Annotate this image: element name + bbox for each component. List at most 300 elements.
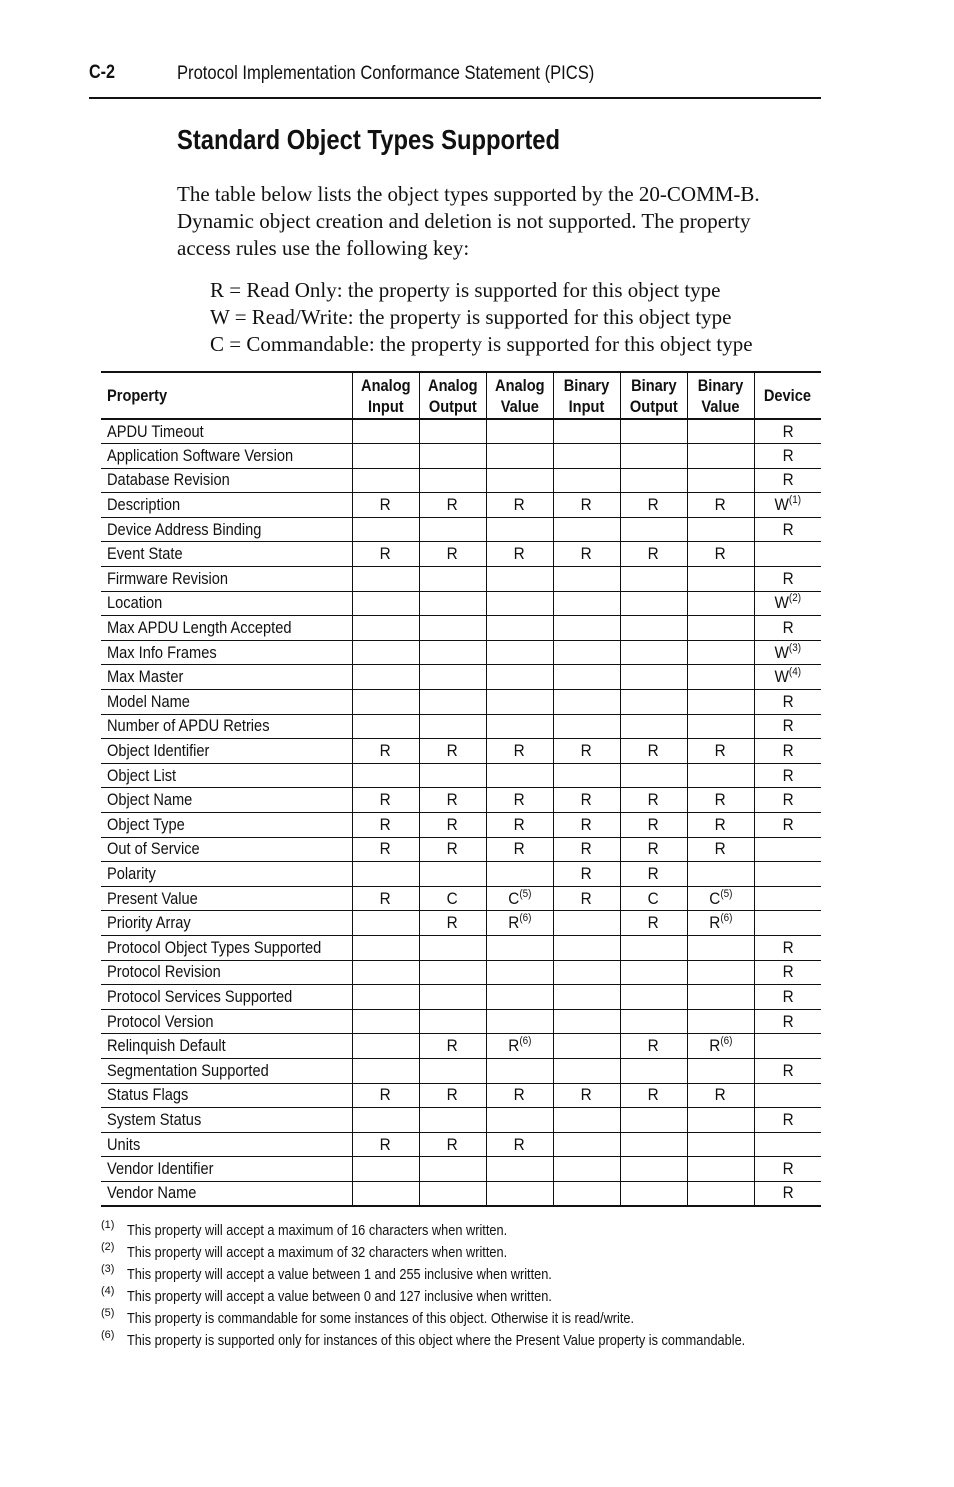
access-cell-binary-input	[553, 567, 620, 592]
access-cell-binary-value	[687, 739, 754, 764]
intro-line: access rules use the following key:	[177, 236, 470, 260]
access-cell-analog-value	[486, 886, 553, 911]
key-commandable: C = Commandable: the property is supported for this object type	[210, 332, 753, 356]
access-value: R	[580, 863, 593, 883]
property-name: Relinquish Default	[107, 1036, 226, 1056]
access-cell-analog-output	[419, 616, 486, 641]
access-cell-binary-value	[687, 493, 754, 518]
access-cell-analog-input	[352, 911, 419, 936]
access-cell-device	[754, 542, 821, 567]
access-cell-analog-value	[486, 542, 553, 567]
access-cell-device	[754, 616, 821, 641]
access-cell-analog-output	[419, 763, 486, 788]
access-cell-binary-value	[687, 1058, 754, 1083]
access-value: R	[782, 741, 794, 761]
property-cell	[101, 1157, 352, 1182]
access-value: R	[446, 741, 459, 761]
footnote-2	[101, 1243, 841, 1265]
column-header-binary-value	[687, 372, 754, 419]
column-header-label	[107, 385, 167, 406]
access-cell-binary-output	[620, 862, 687, 887]
table-row-polarity	[101, 862, 821, 887]
access-cell-device	[754, 911, 821, 936]
property-name: Database Revision	[107, 470, 230, 490]
access-cell-binary-output	[620, 690, 687, 715]
access-value: R	[647, 863, 660, 883]
property-name: Out of Service	[107, 839, 200, 859]
access-value: R	[647, 1036, 660, 1056]
access-value: $R^{(6)}$	[507, 912, 532, 933]
access-cell-binary-output	[620, 763, 687, 788]
access-cell-binary-output	[620, 935, 687, 960]
footnote-mark: (2)	[101, 1241, 115, 1253]
access-cell-binary-input	[553, 640, 620, 665]
property-cell	[101, 444, 352, 469]
access-value: R	[379, 1085, 392, 1105]
property-cell	[101, 640, 352, 665]
access-cell-binary-input	[553, 862, 620, 887]
access-cell-binary-output	[620, 591, 687, 616]
access-value: R	[782, 470, 794, 490]
access-cell-device	[754, 591, 821, 616]
object-types-table	[101, 371, 821, 1207]
access-cell-binary-value	[687, 690, 754, 715]
access-value: R	[379, 814, 392, 834]
access-cell-analog-input	[352, 886, 419, 911]
access-cell-analog-value	[486, 493, 553, 518]
access-cell-binary-input	[553, 960, 620, 985]
property-name: Protocol Object Types Supported	[107, 937, 322, 957]
access-value: $R^{(6)}$	[507, 1035, 532, 1056]
table-body	[101, 419, 821, 1206]
footnote-mark: (6)	[101, 1329, 115, 1341]
access-cell-binary-input	[553, 1181, 620, 1206]
access-cell-device	[754, 1034, 821, 1059]
table-row-vendor-name	[101, 1181, 821, 1206]
access-cell-binary-output	[620, 788, 687, 813]
access-cell-analog-input	[352, 960, 419, 985]
access-cell-device	[754, 813, 821, 838]
access-cell-analog-value	[486, 1058, 553, 1083]
column-header-label	[764, 385, 811, 406]
property-cell	[101, 419, 352, 444]
property-name: Polarity	[107, 863, 156, 883]
access-key-list	[210, 277, 753, 358]
access-cell-binary-value	[687, 985, 754, 1010]
property-name: Vendor Identifier	[107, 1159, 214, 1179]
access-cell-binary-value	[687, 468, 754, 493]
access-value: R	[782, 1109, 794, 1129]
access-cell-binary-value	[687, 1083, 754, 1108]
access-cell-binary-output	[620, 1058, 687, 1083]
column-header-label	[428, 375, 478, 417]
access-cell-analog-output	[419, 935, 486, 960]
access-cell-binary-value	[687, 591, 754, 616]
footnote-text: This property will accept a value between 1 and 255 inclusive when written.	[127, 1267, 552, 1283]
access-value: R	[647, 1085, 660, 1105]
access-value: $W^{(3)}$	[774, 641, 802, 662]
access-cell-binary-value	[687, 960, 754, 985]
access-value: R	[446, 790, 459, 810]
property-name: Priority Array	[107, 913, 191, 933]
access-cell-device	[754, 665, 821, 690]
access-cell-binary-output	[620, 517, 687, 542]
footnote-4	[101, 1287, 841, 1309]
access-cell-binary-output	[620, 542, 687, 567]
access-cell-analog-value	[486, 640, 553, 665]
footnote-ref: (6)	[518, 912, 532, 925]
column-header-property	[101, 372, 352, 419]
access-cell-analog-value	[486, 468, 553, 493]
access-cell-binary-output	[620, 1108, 687, 1133]
column-header-line: Input	[367, 396, 404, 416]
access-cell-analog-output	[419, 813, 486, 838]
footnote-text: This property is supported only for instances of this object where the Present Value property is commandable.	[127, 1333, 746, 1349]
column-header-label	[698, 375, 744, 417]
column-header-binary-output	[620, 372, 687, 419]
access-value: R	[782, 716, 794, 736]
access-value: R	[513, 1134, 526, 1154]
property-cell	[101, 517, 352, 542]
access-value: R	[580, 814, 593, 834]
access-value: $C^{(5)}$	[708, 887, 733, 908]
access-cell-analog-output	[419, 517, 486, 542]
table-row-priority-array	[101, 911, 821, 936]
property-cell	[101, 960, 352, 985]
access-cell-analog-value	[486, 616, 553, 641]
page-number: C-2	[89, 62, 116, 83]
access-cell-binary-output	[620, 567, 687, 592]
table-row-object-name	[101, 788, 821, 813]
property-cell	[101, 616, 352, 641]
access-cell-analog-value	[486, 714, 553, 739]
access-cell-analog-value	[486, 1034, 553, 1059]
access-value: R	[782, 1183, 794, 1203]
property-cell	[101, 690, 352, 715]
access-value: R	[647, 495, 660, 515]
property-name: Protocol Services Supported	[107, 986, 293, 1006]
section-title: Standard Object Types Supported	[177, 124, 561, 155]
access-cell-analog-input	[352, 714, 419, 739]
table-row-object-identifier	[101, 739, 821, 764]
access-cell-binary-value	[687, 1157, 754, 1182]
access-cell-analog-value	[486, 837, 553, 862]
property-cell	[101, 1108, 352, 1133]
access-cell-device	[754, 444, 821, 469]
access-cell-binary-output	[620, 468, 687, 493]
table-row-number-of-apdu-retries	[101, 714, 821, 739]
access-cell-device	[754, 468, 821, 493]
access-value: R	[647, 790, 660, 810]
key-read-write: W = Read/Write: the property is supported for this object type	[210, 305, 732, 329]
access-value: $W^{(4)}$	[774, 666, 802, 687]
access-value: R	[513, 814, 526, 834]
access-cell-binary-input	[553, 837, 620, 862]
table-row-present-value	[101, 886, 821, 911]
access-cell-analog-value	[486, 960, 553, 985]
property-cell	[101, 591, 352, 616]
access-cell-analog-value	[486, 1132, 553, 1157]
access-cell-binary-output	[620, 960, 687, 985]
access-cell-device	[754, 493, 821, 518]
access-cell-analog-output	[419, 1181, 486, 1206]
table-header-row	[101, 372, 821, 419]
access-value: R	[647, 839, 660, 859]
access-value: R	[580, 790, 593, 810]
access-cell-device	[754, 690, 821, 715]
table-row-units	[101, 1132, 821, 1157]
table-row-max-info-frames	[101, 640, 821, 665]
access-cell-binary-value	[687, 1034, 754, 1059]
access-cell-binary-value	[687, 1132, 754, 1157]
access-cell-analog-value	[486, 813, 553, 838]
access-value: $R^{(6)}$	[708, 912, 733, 933]
access-cell-binary-output	[620, 739, 687, 764]
access-value: R	[379, 839, 392, 859]
access-cell-device	[754, 886, 821, 911]
access-value: R	[580, 544, 593, 564]
access-cell-analog-input	[352, 1181, 419, 1206]
access-cell-analog-output	[419, 419, 486, 444]
column-header-analog-value	[486, 372, 553, 419]
access-cell-binary-value	[687, 567, 754, 592]
access-cell-analog-output	[419, 1083, 486, 1108]
property-name: Application Software Version	[107, 445, 294, 465]
table-row-description	[101, 493, 821, 518]
access-value: $R^{(6)}$	[708, 1035, 733, 1056]
table-row-status-flags	[101, 1083, 821, 1108]
property-name: Max APDU Length Accepted	[107, 618, 292, 638]
access-cell-analog-input	[352, 1108, 419, 1133]
property-cell	[101, 985, 352, 1010]
access-cell-analog-input	[352, 1009, 419, 1034]
access-cell-binary-value	[687, 813, 754, 838]
footnote-text: This property is commandable for some instances of this object. Otherwise it is read/write.	[127, 1311, 635, 1327]
access-cell-binary-value	[687, 640, 754, 665]
access-cell-analog-output	[419, 985, 486, 1010]
access-value: R	[647, 741, 660, 761]
access-cell-analog-input	[352, 493, 419, 518]
access-cell-analog-output	[419, 640, 486, 665]
access-cell-analog-value	[486, 935, 553, 960]
column-header-device	[754, 372, 821, 419]
column-header-line: Value	[500, 396, 539, 416]
access-cell-analog-input	[352, 813, 419, 838]
access-cell-binary-input	[553, 665, 620, 690]
access-cell-binary-value	[687, 862, 754, 887]
access-value: R	[446, 495, 459, 515]
access-cell-analog-value	[486, 788, 553, 813]
access-cell-binary-value	[687, 616, 754, 641]
access-cell-device	[754, 985, 821, 1010]
access-value: R	[782, 1159, 794, 1179]
access-cell-binary-input	[553, 985, 620, 1010]
property-name: Object Identifier	[107, 741, 210, 761]
property-name: Vendor Name	[107, 1183, 197, 1203]
access-cell-analog-output	[419, 862, 486, 887]
footnote-3	[101, 1265, 841, 1287]
property-name: Max Master	[107, 667, 184, 687]
access-cell-device	[754, 1009, 821, 1034]
access-cell-analog-value	[486, 517, 553, 542]
access-cell-binary-value	[687, 911, 754, 936]
access-cell-binary-output	[620, 1083, 687, 1108]
access-cell-analog-output	[419, 1034, 486, 1059]
access-cell-binary-value	[687, 763, 754, 788]
property-cell	[101, 1058, 352, 1083]
column-header-binary-input	[553, 372, 620, 419]
access-cell-device	[754, 960, 821, 985]
access-value: R	[782, 937, 794, 957]
access-value: R	[714, 1085, 727, 1105]
access-cell-analog-value	[486, 690, 553, 715]
access-cell-device	[754, 1181, 821, 1206]
access-value: R	[580, 495, 593, 515]
access-cell-analog-input	[352, 616, 419, 641]
column-header-line: Analog	[494, 375, 545, 395]
property-cell	[101, 493, 352, 518]
access-cell-binary-output	[620, 1034, 687, 1059]
access-cell-analog-input	[352, 517, 419, 542]
property-cell	[101, 567, 352, 592]
page-header	[89, 60, 821, 99]
access-cell-analog-input	[352, 1083, 419, 1108]
access-cell-analog-input	[352, 739, 419, 764]
access-value: R	[446, 839, 459, 859]
access-cell-device	[754, 862, 821, 887]
access-cell-binary-value	[687, 542, 754, 567]
footnote-mark: (4)	[101, 1285, 115, 1297]
access-cell-analog-output	[419, 468, 486, 493]
table-row-out-of-service	[101, 837, 821, 862]
access-cell-analog-value	[486, 444, 553, 469]
access-cell-binary-input	[553, 739, 620, 764]
column-header-line: Output	[629, 396, 678, 416]
footnote-mark: (1)	[101, 1219, 115, 1231]
column-header-label	[361, 375, 411, 417]
column-header-line: Value	[701, 396, 740, 416]
property-name: Status Flags	[107, 1085, 189, 1105]
access-cell-analog-value	[486, 419, 553, 444]
property-name: Max Info Frames	[107, 642, 217, 662]
access-cell-device	[754, 567, 821, 592]
access-value: $W^{(2)}$	[774, 592, 802, 613]
column-header-line: Binary	[697, 375, 744, 395]
access-value: R	[782, 986, 794, 1006]
access-value: R	[714, 741, 727, 761]
access-cell-device	[754, 763, 821, 788]
access-cell-binary-input	[553, 1034, 620, 1059]
running-title: Protocol Implementation Conformance Statement (PICS)	[177, 62, 595, 84]
access-cell-binary-output	[620, 813, 687, 838]
property-name: Object List	[107, 765, 177, 785]
access-cell-device	[754, 1058, 821, 1083]
access-cell-analog-output	[419, 837, 486, 862]
column-header-line: Property	[107, 386, 168, 405]
access-cell-binary-input	[553, 542, 620, 567]
access-cell-device	[754, 1132, 821, 1157]
access-value: R	[513, 741, 526, 761]
access-value: R	[446, 814, 459, 834]
footnote-ref: (6)	[518, 1035, 532, 1048]
table-row-object-list	[101, 763, 821, 788]
access-value: R	[513, 495, 526, 515]
table-row-system-status	[101, 1108, 821, 1133]
access-value: R	[782, 568, 794, 588]
access-cell-analog-output	[419, 886, 486, 911]
access-value: R	[379, 544, 392, 564]
access-cell-binary-value	[687, 1181, 754, 1206]
property-name: Model Name	[107, 691, 190, 711]
access-cell-device	[754, 517, 821, 542]
table-row-database-revision	[101, 468, 821, 493]
access-cell-analog-input	[352, 690, 419, 715]
access-cell-binary-value	[687, 837, 754, 862]
access-cell-binary-input	[553, 813, 620, 838]
table-row-apdu-timeout	[101, 419, 821, 444]
property-name: Location	[107, 593, 163, 613]
property-name: APDU Timeout	[107, 421, 204, 441]
access-cell-binary-input	[553, 1083, 620, 1108]
access-cell-device	[754, 1108, 821, 1133]
property-cell	[101, 1181, 352, 1206]
property-cell	[101, 837, 352, 862]
column-header-analog-output	[419, 372, 486, 419]
property-name: Present Value	[107, 888, 198, 908]
access-cell-analog-input	[352, 862, 419, 887]
access-value: R	[714, 814, 727, 834]
access-cell-analog-value	[486, 591, 553, 616]
access-cell-analog-value	[486, 665, 553, 690]
access-value: $W^{(1)}$	[774, 494, 802, 515]
access-cell-analog-output	[419, 493, 486, 518]
access-cell-binary-value	[687, 444, 754, 469]
access-cell-analog-input	[352, 1058, 419, 1083]
property-cell	[101, 714, 352, 739]
access-value: R	[782, 962, 794, 982]
access-cell-binary-output	[620, 493, 687, 518]
access-value: R	[782, 765, 794, 785]
access-cell-analog-input	[352, 935, 419, 960]
access-cell-binary-value	[687, 517, 754, 542]
access-cell-analog-output	[419, 1058, 486, 1083]
column-header-analog-input	[352, 372, 419, 419]
access-value: $C^{(5)}$	[507, 887, 532, 908]
access-cell-analog-value	[486, 1181, 553, 1206]
access-cell-device	[754, 788, 821, 813]
table-row-firmware-revision	[101, 567, 821, 592]
property-cell	[101, 1009, 352, 1034]
access-value: R	[782, 445, 794, 465]
access-cell-analog-value	[486, 1083, 553, 1108]
access-cell-analog-input	[352, 1132, 419, 1157]
property-name: Device Address Binding	[107, 519, 262, 539]
access-value: R	[782, 814, 794, 834]
property-name: Event State	[107, 544, 183, 564]
access-value: R	[379, 790, 392, 810]
property-cell	[101, 911, 352, 936]
property-cell	[101, 862, 352, 887]
access-cell-binary-input	[553, 1157, 620, 1182]
property-cell	[101, 665, 352, 690]
access-value: R	[379, 741, 392, 761]
access-cell-device	[754, 640, 821, 665]
table-row-application-software-version	[101, 444, 821, 469]
property-name: Object Name	[107, 790, 193, 810]
table-row-segmentation-supported	[101, 1058, 821, 1083]
column-header-line: Device	[764, 386, 812, 405]
access-value: R	[446, 1134, 459, 1154]
